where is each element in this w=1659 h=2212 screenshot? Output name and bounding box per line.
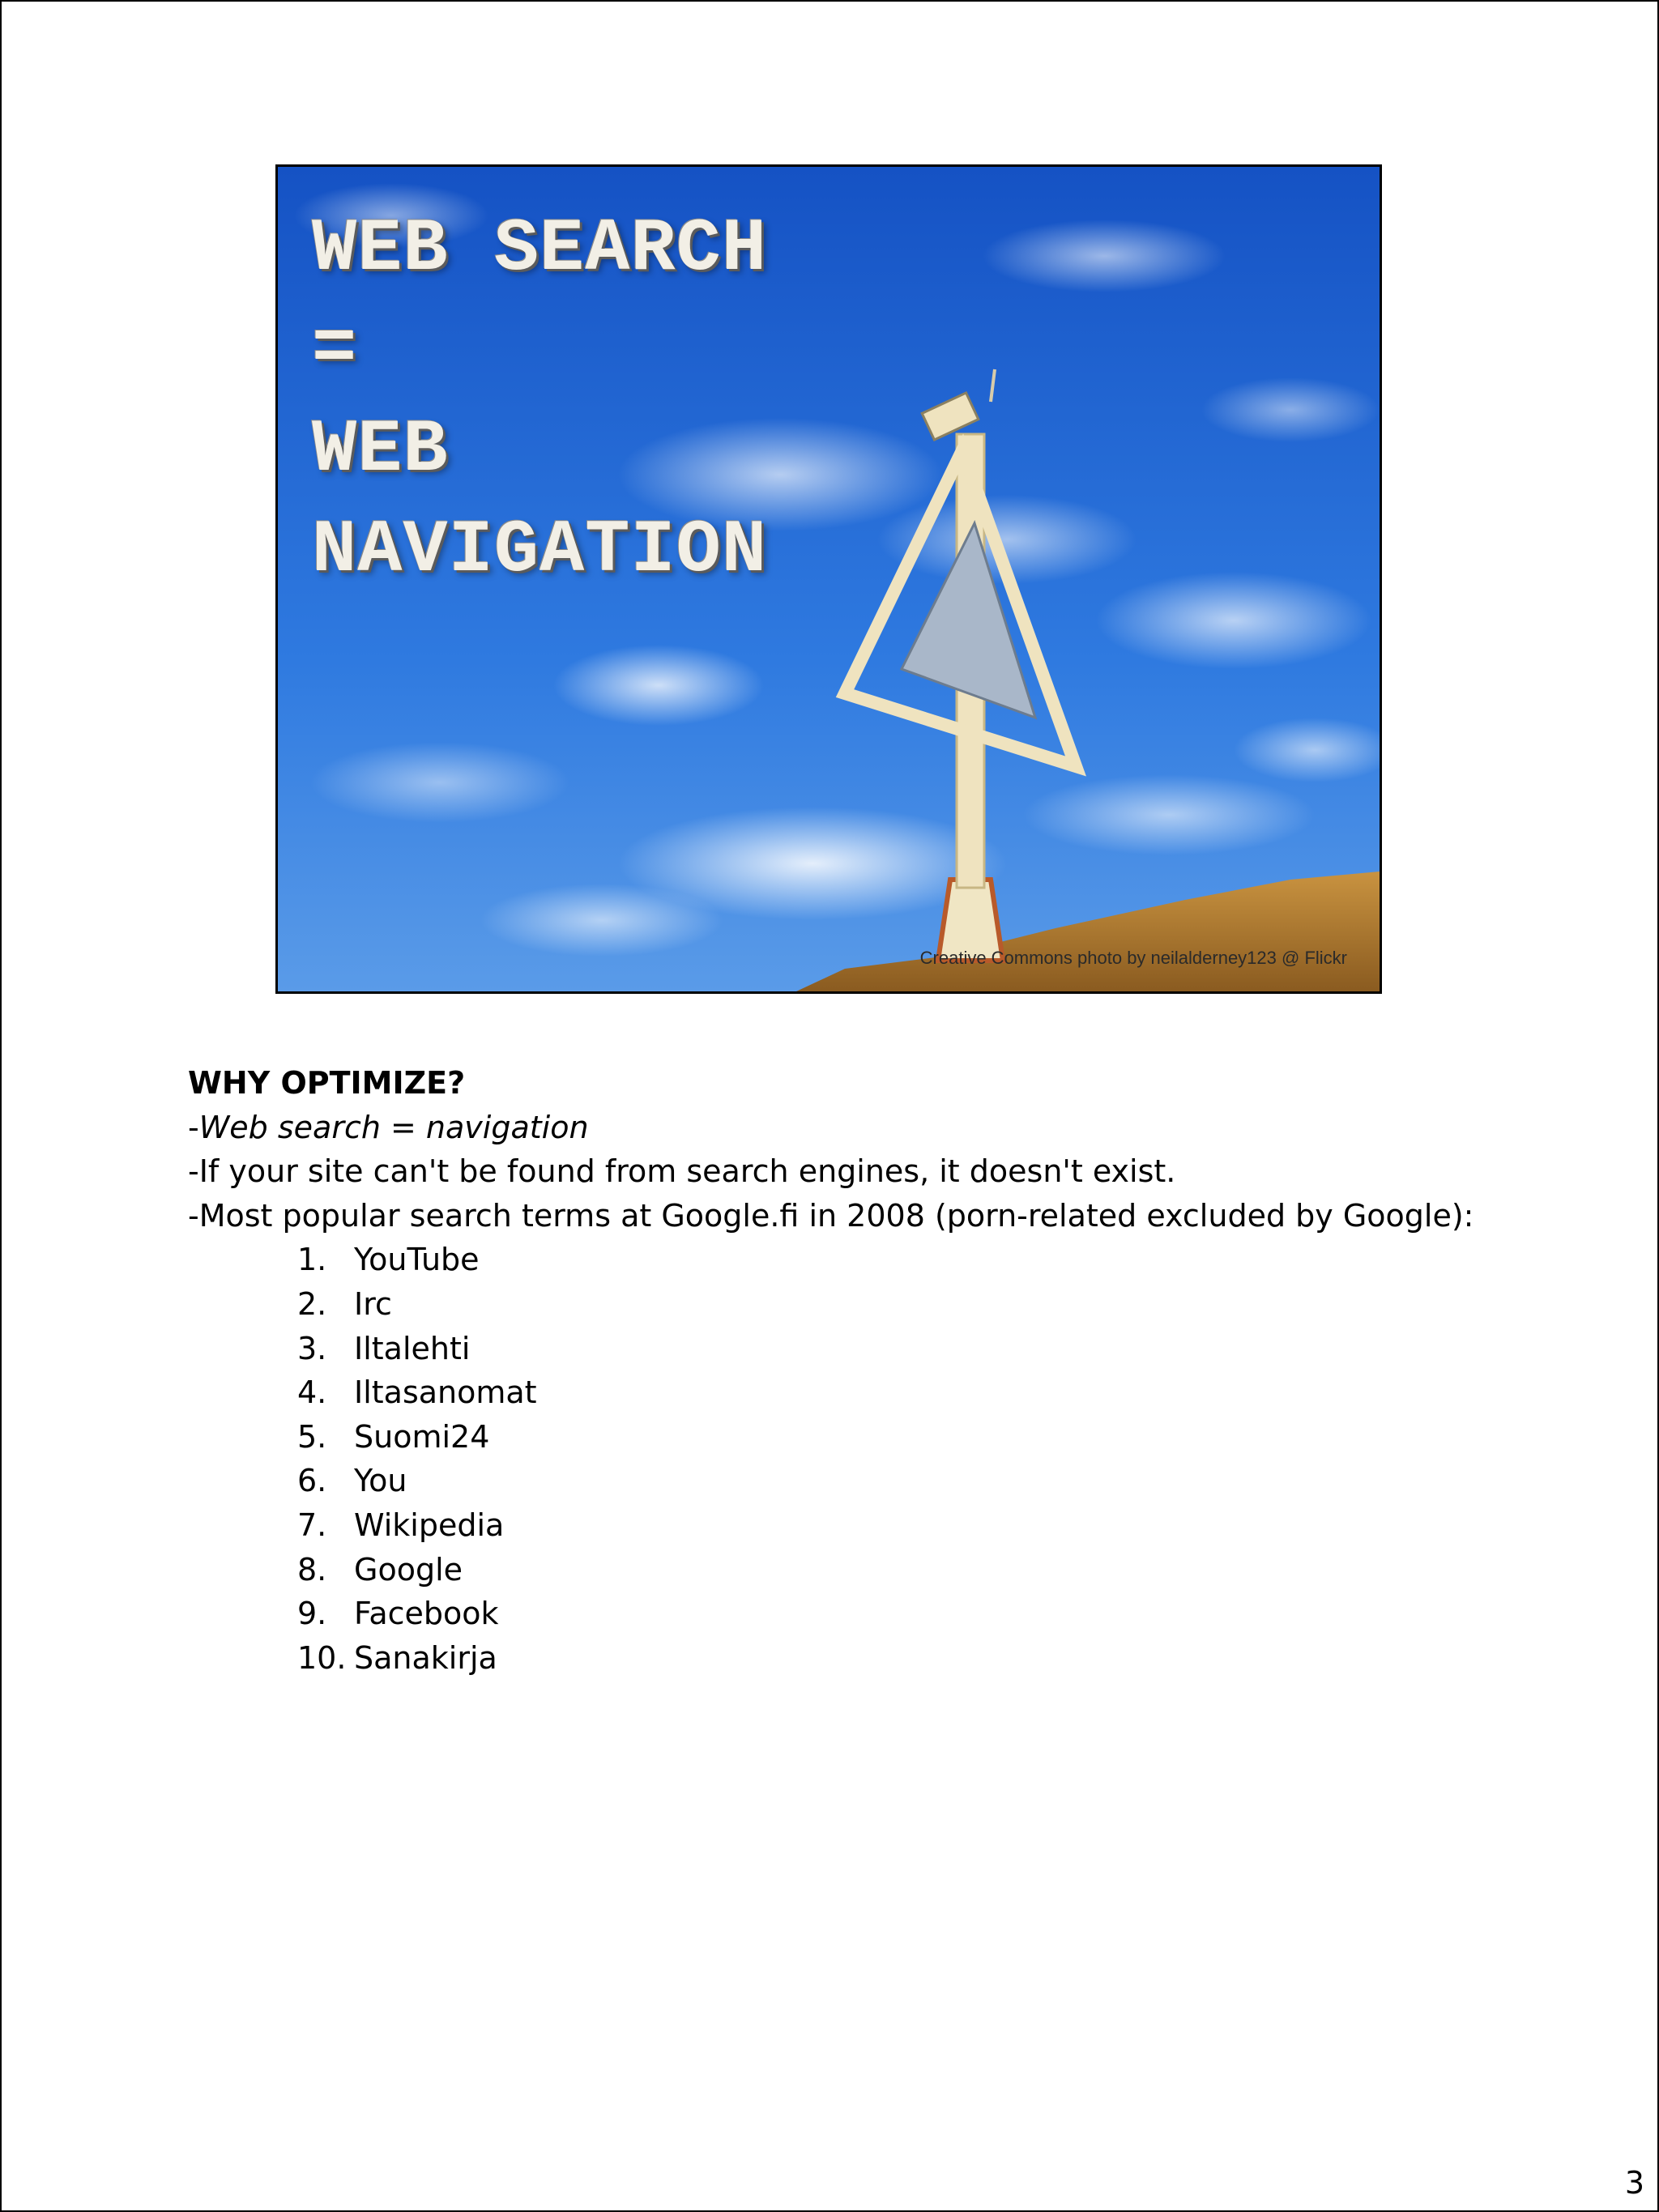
list-number: 7. (297, 1507, 327, 1543)
notes-line-popular-terms: -Most popular search terms at Google.fi in 2008 (porn-related excluded by Google): (188, 1197, 1474, 1234)
list-item (297, 1548, 1500, 1592)
list-label: Sanakirja (354, 1639, 497, 1676)
list-label: Facebook (354, 1596, 499, 1632)
list-item (297, 1459, 1500, 1503)
slide-title (312, 199, 767, 601)
list-item (297, 1636, 1500, 1681)
list-item (297, 1327, 1500, 1371)
italic-text: Web search = navigation (198, 1109, 589, 1145)
list-number: 1. (297, 1242, 327, 1278)
slide-title-line: NAVIGATION (312, 508, 768, 593)
list-item (297, 1592, 1500, 1636)
list-item (297, 1503, 1500, 1548)
list-label: Iltasanomat (354, 1375, 537, 1411)
page-number: 3 (1624, 2165, 1644, 2201)
list-number: 3. (297, 1330, 327, 1366)
photo-credit: Creative Commons photo by neilalderney123 @ Flickr (919, 948, 1347, 968)
slide-title-line: WEB (312, 407, 449, 492)
notes-heading: WHY OPTIMIZE? (188, 1065, 466, 1101)
list-label: Wikipedia (354, 1507, 505, 1543)
slide-title-line: = (312, 307, 358, 392)
list-item (297, 1238, 1500, 1282)
list-number: 2. (297, 1285, 327, 1322)
list-label: You (354, 1463, 407, 1499)
list-number: 6. (297, 1463, 327, 1499)
list-label: Suomi24 (354, 1418, 490, 1455)
notes-line-web-search (188, 1106, 1500, 1150)
list-item (297, 1370, 1500, 1415)
list-number: 10. (297, 1639, 347, 1676)
list-label: Iltalehti (354, 1330, 471, 1366)
list-item (297, 1282, 1500, 1327)
list-label: Irc (354, 1285, 392, 1322)
search-terms-list (188, 1238, 1500, 1680)
dash-prefix: - (188, 1109, 199, 1145)
list-number: 8. (297, 1551, 327, 1588)
list-number: 5. (297, 1418, 327, 1455)
slide-image (275, 164, 1382, 994)
list-label: YouTube (354, 1242, 480, 1278)
slide-title-line: WEB SEARCH (312, 207, 768, 292)
notes-line-site-found: -If your site can't be found from search engines, it doesn't exist. (188, 1153, 1176, 1190)
list-number: 9. (297, 1596, 327, 1632)
list-label: Google (354, 1551, 463, 1588)
list-number: 4. (297, 1375, 327, 1411)
list-item (297, 1415, 1500, 1460)
speaker-notes (188, 1061, 1500, 1680)
